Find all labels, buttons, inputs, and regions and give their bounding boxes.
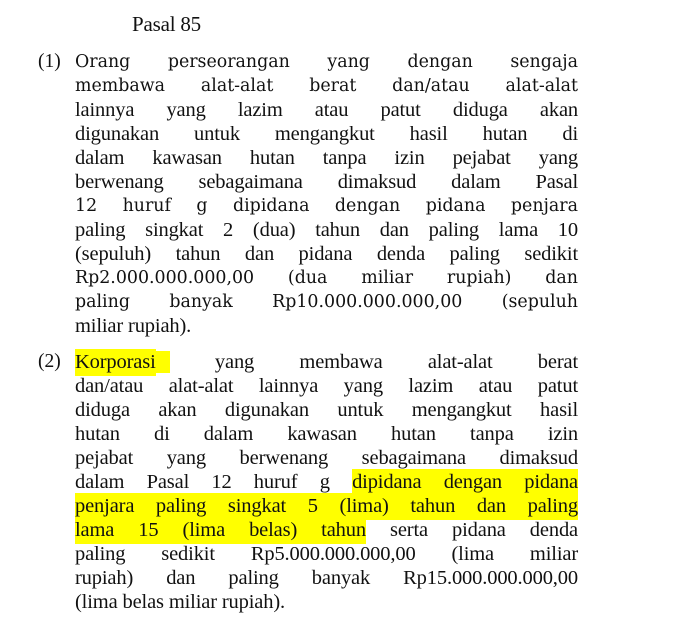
text-line: dalam kawasan hutan tanpa izin pejabat yang [75,147,578,169]
text-line [75,518,578,542]
article-title: Pasal 85 [132,12,201,36]
text-line: membawa alat-alat berat dan/atau alat-alat [75,76,578,96]
paragraph-number: (2) [38,351,61,372]
paragraph-number: (1) [38,51,61,72]
text-line: dan/atau alat-alat lainnya yang lazim atau patut [75,375,578,397]
highlight-trailing [156,351,170,373]
text-line: lainnya yang lazim atau patut diduga akan [75,99,578,121]
text-segment: yang membawa alat-alat berat [214,351,578,373]
highlighted-text: lama 15 (lima belas) tahun [75,517,366,544]
text-line [75,350,578,374]
text-line: rupiah) dan paling banyak Rp15.000.000.000,00 [75,567,578,589]
text-line: hutan di dalam kawasan hutan tanpa izin [75,423,578,445]
text-segment: dalam Pasal 12 huruf g [75,471,330,493]
text-line: (sepuluh) tahun dan pidana denda paling sedikit [75,243,578,265]
paragraph-body [75,350,578,614]
text-line: berwenang sebagaimana dimaksud dalam Pasal [75,171,578,193]
text-line: digunakan untuk mengangkut hasil hutan di [75,123,578,145]
highlighted-text: dipidana dengan pidana [352,469,578,496]
text-line: miliar rupiah). [75,315,192,337]
text-line: diduga akan digunakan untuk mengangkut hasil [75,399,578,421]
text-line [75,470,578,494]
highlighted-text: Korporasi [75,349,156,376]
text-line: paling singkat 2 (dua) tahun dan paling lama 10 [75,219,578,241]
text-line: Orang perseorangan yang dengan sengaja [75,52,578,72]
paragraph-body [75,50,578,338]
text-segment: serta pidana denda [390,519,578,541]
text-line [75,494,578,518]
highlighted-text: penjara paling singkat 5 (lima) tahun dan paling [75,493,578,520]
text-line: (lima belas miliar rupiah). [75,591,285,613]
text-line: pejabat yang berwenang sebagaimana dimaksud [75,447,578,469]
text-line: Rp2.000.000.000,00 (dua miliar rupiah) dan [75,268,578,288]
text-line: paling sedikit Rp5.000.000.000,00 (lima miliar [75,543,578,565]
text-line: 12 huruf g dipidana dengan pidana penjara [75,196,578,216]
text-line: paling banyak Rp10.000.000.000,00 (sepuluh [75,292,578,312]
